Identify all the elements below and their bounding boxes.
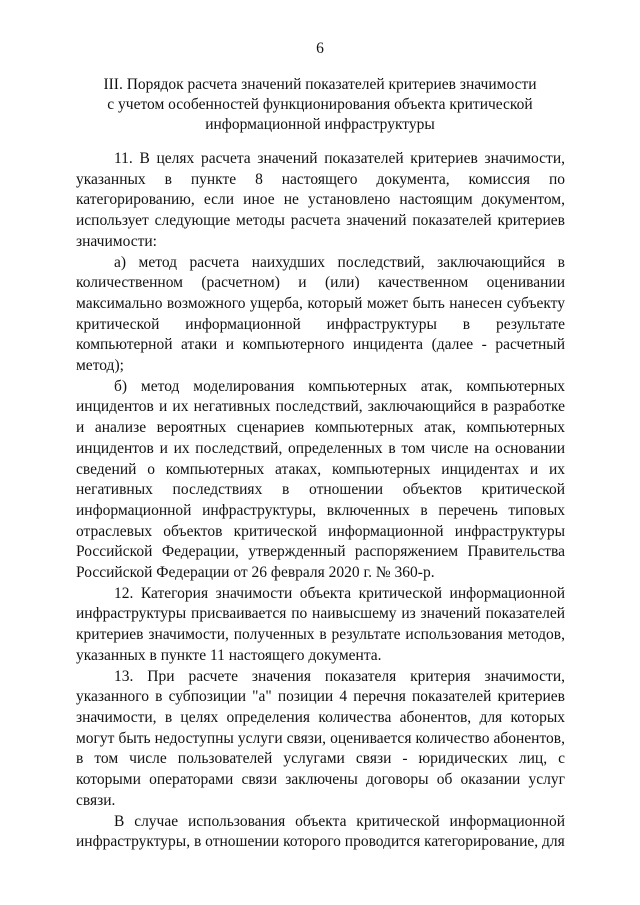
paragraph-13-continuation: В случае использования объекта критической информационной инфраструктуры, в отношении которого проводится категорирование, для: [76, 812, 565, 851]
document-body: [76, 149, 565, 853]
paragraph-11-a: а) метод расчета наихудших последствий, заключающийся в количественном (расчетном) и (или) качественном оценивании максимально возможного ущерба, который может быть нанесен субъекту критической информационной инфраструктуры в результате компьютерной атаки и компьютерного инцидента (далее - расчетный метод);: [76, 253, 565, 375]
section-title: [70, 75, 570, 135]
paragraph-11: 11. В целях расчета значений показателей критериев значимости, указанных в пункте 8 настоящего документа, комиссия по категорированию, если иное не установлено настоящим документом, использует следующие методы расчета значений показателей критериев значимости:: [76, 150, 565, 250]
paragraph-12: 12. Категория значимости объекта критической информационной инфраструктуры присваивается по наивысшему из значений показателей критериев значимости, полученных в результате использования методов, указанных в пункте 11 настоящего документа.: [76, 584, 565, 664]
page-number: 6: [316, 40, 324, 57]
paragraph-13: 13. При расчете значения показателя критерия значимости, указанного в субпозиции "а" позиции 4 перечня показателей критериев значимости, в целях определения количества абонентов, для которых могут быть недоступны услуги связи, оценивается количество абонентов, в том числе пользователей услугами связи - юридических лиц, с которыми операторами связи заключены договоры об оказании услуг связи.: [76, 667, 565, 809]
section-title-line: с учетом особенностей функционирования объекта критической: [107, 96, 533, 113]
section-title-line: информационной инфраструктуры: [205, 116, 435, 133]
paragraph-11-b: б) метод моделирования компьютерных атак, компьютерных инцидентов и их негативных последствий, заключающийся в разработке и анализе вероятных сценариев компьютерных атак, компьютерных инцидентов и их последствий, определенных в том числе на основании сведений о компьютерных атаках, компьютерных инцидентах и их негативных последствиях в отношении объектов критической информационной инфраструктуры, включенных в перечень типовых отраслевых объектов критической информационной инфраструктуры Российской Федерации, утвержденный распоряжением Правительства Российской Федерации от 26 февраля 2020 г. № 360-р.: [76, 377, 565, 582]
section-title-line: III. Порядок расчета значений показателей критериев значимости: [103, 76, 537, 93]
